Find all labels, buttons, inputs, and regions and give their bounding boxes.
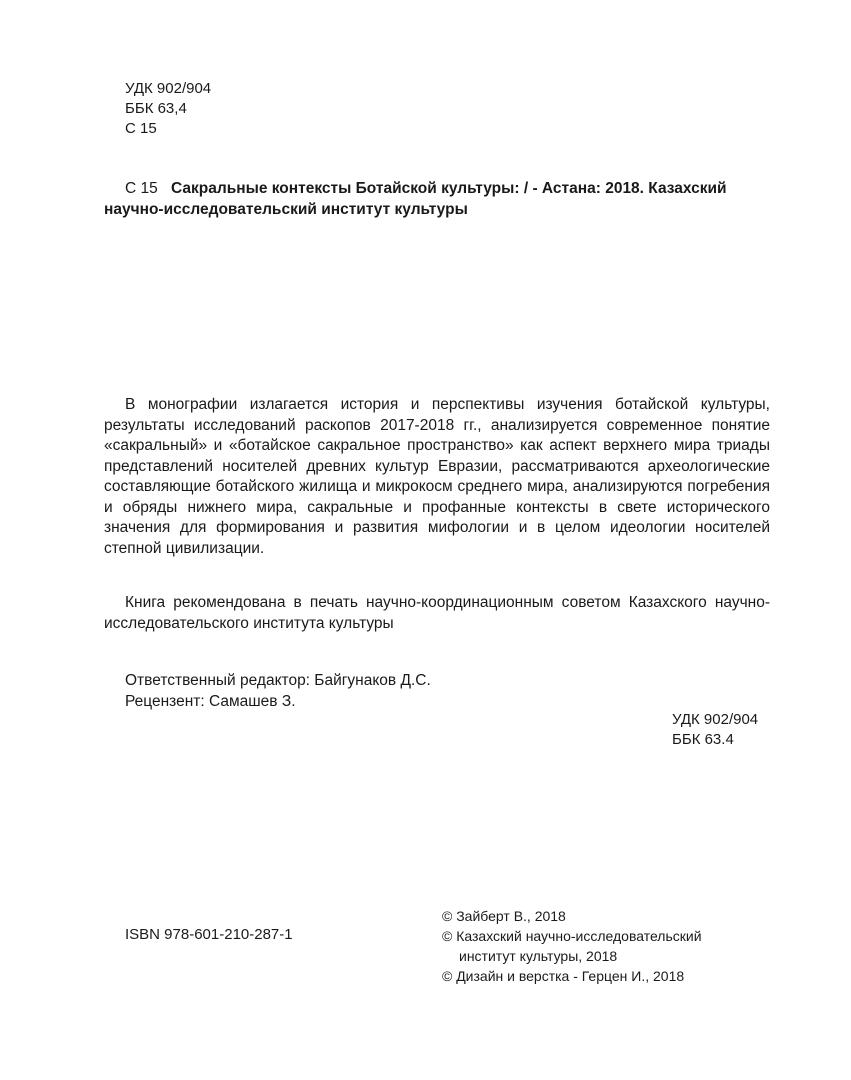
copyright-line: © Зайберт В., 2018: [442, 908, 566, 924]
copyright-block: [442, 906, 702, 986]
credits: [125, 670, 431, 712]
udk-code-right: УДК 902/904: [672, 711, 759, 728]
copyright-line: © Дизайн и верстка - Герцен И., 2018: [442, 968, 685, 984]
entry-cipher: С 15: [125, 180, 158, 197]
bbk-code-right: ББК 63.4: [672, 731, 734, 748]
abstract-text: В монографии излагается история и перспективы изучения ботайской культуры, результаты исследований раскопов 2017-2018 гг., анализируется современное понятие «сакральный» и «ботайское сакральное пространство» как аспект верхнего мира триады представлений носителей древних культур Евразии, рассматриваются археологические составляющие ботайского жилища и микрокосм среднего мира, анализируются погребения и обряды нижнего мира, сакральные и профанные контексты в свете исторического значения для формирования и развития мифологии и в целом идеологии носителей степной цивилизации.: [104, 396, 770, 557]
classification-codes: [125, 79, 211, 139]
abstract-paragraph: [104, 395, 770, 559]
bbk-code: ББК 63,4: [125, 100, 187, 117]
editor-line: Ответственный редактор: Байгунаков Д.С.: [125, 672, 431, 689]
entry-title-line2: научно-исследовательский институт культуры: [104, 201, 468, 218]
entry-title-line1: Сакральные контексты Ботайской культуры: / - Астана: 2018. Казахский: [171, 180, 727, 197]
copyright-line: институт культуры, 2018: [459, 948, 618, 964]
recommendation-text: Книга рекомендована в печать научно-координационным советом Казахского научно-исследовательского института культуры: [104, 594, 770, 632]
isbn: ISBN 978-601-210-287-1: [125, 926, 293, 943]
bibliographic-entry: [104, 178, 772, 220]
copyright-line: © Казахский научно-исследовательский: [442, 928, 702, 944]
reviewer-line: Рецензент: Самашев З.: [125, 693, 296, 710]
classification-codes-right: [672, 710, 758, 750]
author-cipher: С 15: [125, 120, 157, 137]
udk-code: УДК 902/904: [125, 80, 212, 97]
recommendation-paragraph: [104, 593, 770, 634]
